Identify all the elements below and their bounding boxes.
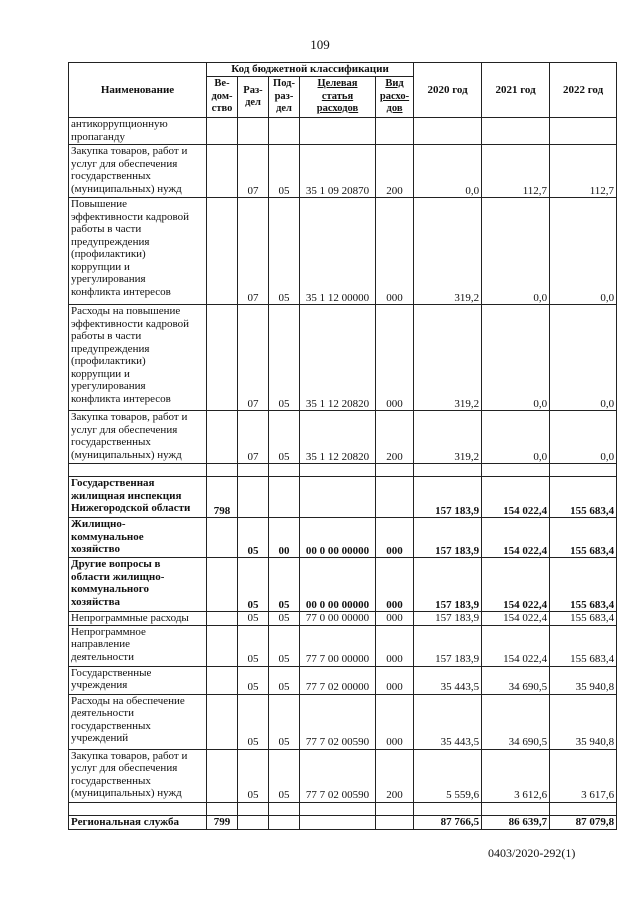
- table-row: [69, 198, 617, 305]
- cell-celevaya: 77 0 00 00000: [300, 612, 376, 626]
- cell-vid: [376, 464, 414, 477]
- cell-2020: [414, 464, 482, 477]
- header-vid: Вид расхо- дов: [376, 77, 414, 118]
- cell-vid: 000: [376, 558, 414, 612]
- cell-name: Расходы на обеспечение деятельности государственных учреждений: [69, 694, 207, 749]
- cell-2021: 154 022,4: [482, 625, 550, 666]
- cell-vedom: [207, 411, 238, 464]
- cell-razdel: 07: [238, 198, 269, 305]
- cell-podrazdel: [269, 815, 300, 829]
- header-2020: 2020 год: [414, 63, 482, 118]
- cell-name: Непрограммные расходы: [69, 612, 207, 626]
- cell-2022: 0,0: [550, 305, 617, 411]
- cell-podrazdel: 05: [269, 612, 300, 626]
- cell-vedom: [207, 612, 238, 626]
- cell-vedom: [207, 118, 238, 145]
- cell-celevaya: [300, 802, 376, 815]
- table-body: [69, 118, 617, 830]
- cell-2021: 3 612,6: [482, 749, 550, 802]
- cell-vedom: 798: [207, 477, 238, 518]
- cell-2022: 35 940,8: [550, 666, 617, 694]
- cell-razdel: [238, 802, 269, 815]
- cell-name: Повышение эффективности кадровой работы в части предупреждения (профилактики) коррупции и урегулирования конфликта интересов: [69, 198, 207, 305]
- cell-2021: 0,0: [482, 305, 550, 411]
- cell-vid: 000: [376, 612, 414, 626]
- cell-2022: 3 617,6: [550, 749, 617, 802]
- cell-vid: [376, 477, 414, 518]
- cell-2020: 157 183,9: [414, 518, 482, 558]
- cell-2020: 319,2: [414, 411, 482, 464]
- cell-vedom: [207, 558, 238, 612]
- table-row: [69, 749, 617, 802]
- cell-celevaya: 00 0 00 00000: [300, 558, 376, 612]
- budget-table: [68, 62, 617, 830]
- cell-vid: [376, 118, 414, 145]
- cell-name: антикоррупционную пропаганду: [69, 118, 207, 145]
- cell-podrazdel: 05: [269, 198, 300, 305]
- table-row: [69, 612, 617, 626]
- cell-2020: 157 183,9: [414, 558, 482, 612]
- cell-celevaya: 35 1 12 00000: [300, 198, 376, 305]
- cell-2022: 35 940,8: [550, 694, 617, 749]
- cell-2020: 5 559,6: [414, 749, 482, 802]
- cell-celevaya: 77 7 02 00590: [300, 749, 376, 802]
- cell-podrazdel: [269, 118, 300, 145]
- cell-2020: [414, 802, 482, 815]
- cell-celevaya: 77 7 02 00000: [300, 666, 376, 694]
- cell-podrazdel: 05: [269, 145, 300, 198]
- cell-2020: 319,2: [414, 305, 482, 411]
- cell-podrazdel: [269, 802, 300, 815]
- cell-2020: 157 183,9: [414, 612, 482, 626]
- table-row: [69, 625, 617, 666]
- cell-razdel: 07: [238, 305, 269, 411]
- cell-razdel: 05: [238, 612, 269, 626]
- cell-razdel: [238, 477, 269, 518]
- cell-podrazdel: 05: [269, 305, 300, 411]
- cell-2021: 0,0: [482, 198, 550, 305]
- header-code-group: Код бюджетной классификации: [207, 63, 414, 77]
- cell-2022: 155 683,4: [550, 625, 617, 666]
- cell-vedom: [207, 305, 238, 411]
- cell-razdel: [238, 464, 269, 477]
- header-2021: 2021 год: [482, 63, 550, 118]
- cell-2021: 0,0: [482, 411, 550, 464]
- cell-celevaya: [300, 464, 376, 477]
- cell-razdel: 07: [238, 145, 269, 198]
- cell-vedom: [207, 625, 238, 666]
- table-row: [69, 411, 617, 464]
- cell-vid: 200: [376, 411, 414, 464]
- table-row: [69, 305, 617, 411]
- cell-podrazdel: 05: [269, 558, 300, 612]
- cell-celevaya: 00 0 00 00000: [300, 518, 376, 558]
- table-row: [69, 802, 617, 815]
- cell-razdel: 05: [238, 518, 269, 558]
- cell-vid: [376, 815, 414, 829]
- cell-2020: 87 766,5: [414, 815, 482, 829]
- cell-2022: [550, 118, 617, 145]
- table-row: [69, 815, 617, 829]
- cell-vedom: [207, 145, 238, 198]
- cell-vedom: [207, 802, 238, 815]
- cell-2020: 35 443,5: [414, 666, 482, 694]
- cell-2021: [482, 118, 550, 145]
- cell-vedom: [207, 749, 238, 802]
- cell-2022: 87 079,8: [550, 815, 617, 829]
- cell-celevaya: 35 1 09 20870: [300, 145, 376, 198]
- cell-podrazdel: 05: [269, 625, 300, 666]
- cell-name: Расходы на повышение эффективности кадровой работы в части предупреждения (профилактики) коррупции и урегулирования конфликта интересов: [69, 305, 207, 411]
- cell-razdel: 05: [238, 558, 269, 612]
- cell-podrazdel: 05: [269, 749, 300, 802]
- document-code: 0403/2020-292(1): [488, 846, 576, 860]
- cell-2021: [482, 464, 550, 477]
- table-row: [69, 694, 617, 749]
- cell-vedom: [207, 518, 238, 558]
- cell-vedom: [207, 694, 238, 749]
- table-row: [69, 118, 617, 145]
- cell-podrazdel: [269, 477, 300, 518]
- cell-vid: 000: [376, 198, 414, 305]
- cell-razdel: 05: [238, 749, 269, 802]
- cell-name: Непрограммное направление деятельности: [69, 625, 207, 666]
- cell-podrazdel: 05: [269, 666, 300, 694]
- cell-2020: 157 183,9: [414, 625, 482, 666]
- cell-celevaya: 77 7 02 00590: [300, 694, 376, 749]
- cell-vid: 000: [376, 305, 414, 411]
- cell-razdel: [238, 815, 269, 829]
- cell-vid: 000: [376, 518, 414, 558]
- cell-celevaya: 77 7 00 00000: [300, 625, 376, 666]
- cell-2021: 154 022,4: [482, 612, 550, 626]
- cell-vid: 000: [376, 694, 414, 749]
- table-row: [69, 518, 617, 558]
- cell-razdel: 05: [238, 666, 269, 694]
- cell-podrazdel: [269, 464, 300, 477]
- cell-2020: 157 183,9: [414, 477, 482, 518]
- cell-razdel: 05: [238, 625, 269, 666]
- cell-2022: 155 683,4: [550, 612, 617, 626]
- cell-name: Закупка товаров, работ и услуг для обеспечения государственных (муниципальных) нужд: [69, 411, 207, 464]
- cell-name: [69, 802, 207, 815]
- cell-name: Государственные учреждения: [69, 666, 207, 694]
- cell-2020: 319,2: [414, 198, 482, 305]
- cell-name: Государственная жилищная инспекция Нижегородской области: [69, 477, 207, 518]
- header-name: Наименование: [69, 63, 207, 118]
- cell-vedom: [207, 198, 238, 305]
- cell-2020: [414, 118, 482, 145]
- cell-vedom: [207, 464, 238, 477]
- cell-2022: 0,0: [550, 198, 617, 305]
- cell-2021: 34 690,5: [482, 666, 550, 694]
- table-row: [69, 666, 617, 694]
- header-podrazdel: Под- раз- дел: [269, 77, 300, 118]
- header-razdel: Раз- дел: [238, 77, 269, 118]
- cell-vid: 200: [376, 749, 414, 802]
- cell-podrazdel: 00: [269, 518, 300, 558]
- cell-celevaya: [300, 118, 376, 145]
- header-2022: 2022 год: [550, 63, 617, 118]
- cell-2021: 86 639,7: [482, 815, 550, 829]
- page-number: 109: [310, 37, 330, 52]
- cell-podrazdel: 05: [269, 411, 300, 464]
- header-celevaya: Целевая статья расходов: [300, 77, 376, 118]
- cell-razdel: [238, 118, 269, 145]
- cell-2020: 35 443,5: [414, 694, 482, 749]
- cell-2022: [550, 802, 617, 815]
- cell-name: Закупка товаров, работ и услуг для обеспечения государственных (муниципальных) нужд: [69, 145, 207, 198]
- table-row: [69, 477, 617, 518]
- cell-2022: 155 683,4: [550, 518, 617, 558]
- cell-razdel: 07: [238, 411, 269, 464]
- cell-celevaya: [300, 815, 376, 829]
- cell-vid: [376, 802, 414, 815]
- cell-name: Региональная служба: [69, 815, 207, 829]
- cell-2022: [550, 464, 617, 477]
- cell-razdel: 05: [238, 694, 269, 749]
- cell-2022: 0,0: [550, 411, 617, 464]
- cell-vid: 200: [376, 145, 414, 198]
- table-row: [69, 464, 617, 477]
- table-row: [69, 145, 617, 198]
- cell-2021: 34 690,5: [482, 694, 550, 749]
- cell-2021: 154 022,4: [482, 558, 550, 612]
- cell-2021: [482, 802, 550, 815]
- cell-vedom: 799: [207, 815, 238, 829]
- cell-name: Закупка товаров, работ и услуг для обеспечения государственных (муниципальных) нужд: [69, 749, 207, 802]
- cell-2022: 155 683,4: [550, 477, 617, 518]
- cell-vedom: [207, 666, 238, 694]
- cell-podrazdel: 05: [269, 694, 300, 749]
- cell-2022: 155 683,4: [550, 558, 617, 612]
- cell-2021: 154 022,4: [482, 518, 550, 558]
- table-row: [69, 558, 617, 612]
- cell-celevaya: 35 1 12 20820: [300, 411, 376, 464]
- cell-celevaya: 35 1 12 20820: [300, 305, 376, 411]
- cell-vid: 000: [376, 625, 414, 666]
- cell-2021: 154 022,4: [482, 477, 550, 518]
- cell-2022: 112,7: [550, 145, 617, 198]
- cell-2020: 0,0: [414, 145, 482, 198]
- cell-vid: 000: [376, 666, 414, 694]
- cell-name: Жилищно- коммунальное хозяйство: [69, 518, 207, 558]
- cell-name: [69, 464, 207, 477]
- cell-2021: 112,7: [482, 145, 550, 198]
- cell-name: Другие вопросы в области жилищно- коммунального хозяйства: [69, 558, 207, 612]
- cell-celevaya: [300, 477, 376, 518]
- header-vedom: Ве- дом- ство: [207, 77, 238, 118]
